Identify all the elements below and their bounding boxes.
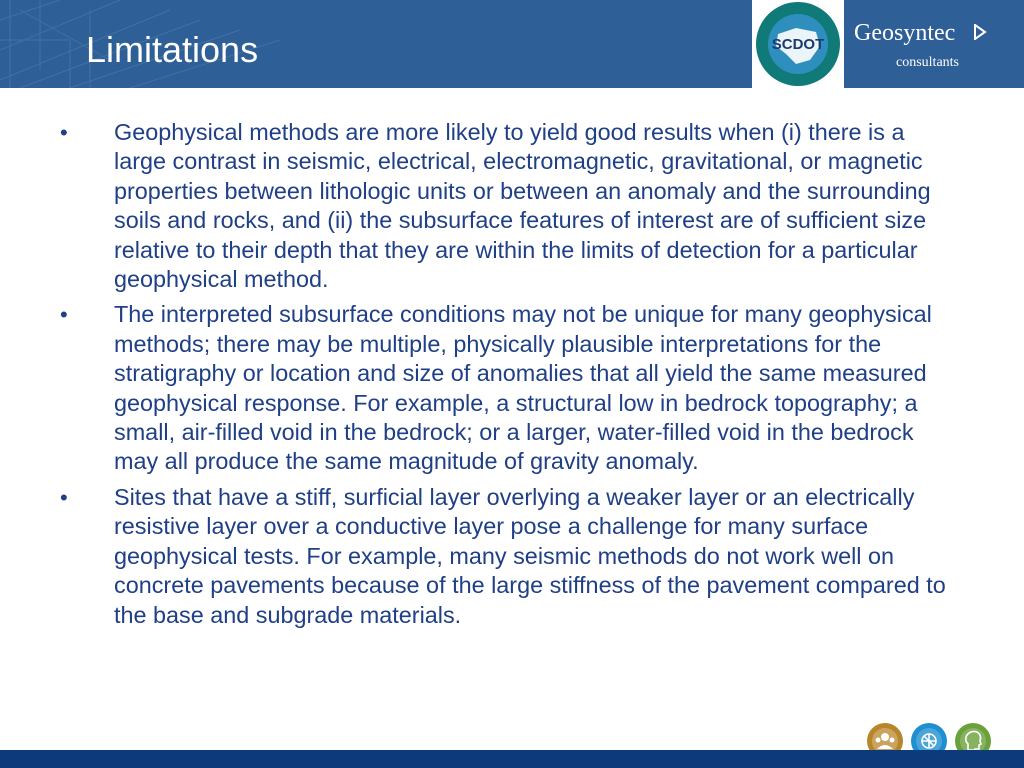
bullet-marker: • — [60, 484, 68, 510]
bullet-item — [60, 118, 960, 294]
bullet-list — [60, 118, 960, 636]
slide-title: Limitations — [86, 29, 259, 70]
geosyntec-name: Geosyntec — [854, 20, 956, 46]
geosyntec-logo — [848, 18, 1024, 78]
bullet-item — [60, 300, 960, 476]
scdot-logo-icon — [752, 0, 844, 88]
geosyntec-subtitle: consultants — [896, 55, 959, 70]
bullet-marker: • — [60, 120, 68, 145]
scdot-logo — [752, 0, 844, 88]
geosyntec-arrow-icon — [973, 24, 987, 40]
bullet-marker: • — [60, 302, 68, 328]
svg-text:SCDOT: SCDOT — [771, 36, 825, 53]
bullet-text: The interpreted subsurface conditions may not be unique for many geophysical methods; there may be multiple, physically plausible interpretations for the stratigraphy or location and size of anomalies that all yield the same measured geophysical response. For example, a structural low in bedrock topography; a small, air-filled void in the bedrock; or a larger, water-filled void in the bedrock may all produce the same magnitude of gravity anomaly. — [114, 301, 932, 475]
footer-bar — [0, 750, 1024, 768]
slide-header — [0, 0, 1024, 88]
bullet-text: Geophysical methods are more likely to yield good results when (i) there is a large contrast in seismic, electrical, electromagnetic, gravitational, or magnetic properties between lithologic units or between an anomaly and the surrounding soils and rocks, and (ii) the subsurface features of interest are of sufficient size relative to their depth that they are within the limits of detection for a particular geophysical method. — [114, 119, 931, 293]
bullet-text: Sites that have a stiff, surficial layer overlying a weaker layer or an electrically resistive layer over a conductive layer pose a challenge for many surface geophysical tests. For example, many seismic methods do not work well on concrete pavements because of the large stiffness of the pavement compared to the base and subgrade materials. — [114, 483, 946, 628]
bullet-item — [60, 483, 960, 630]
